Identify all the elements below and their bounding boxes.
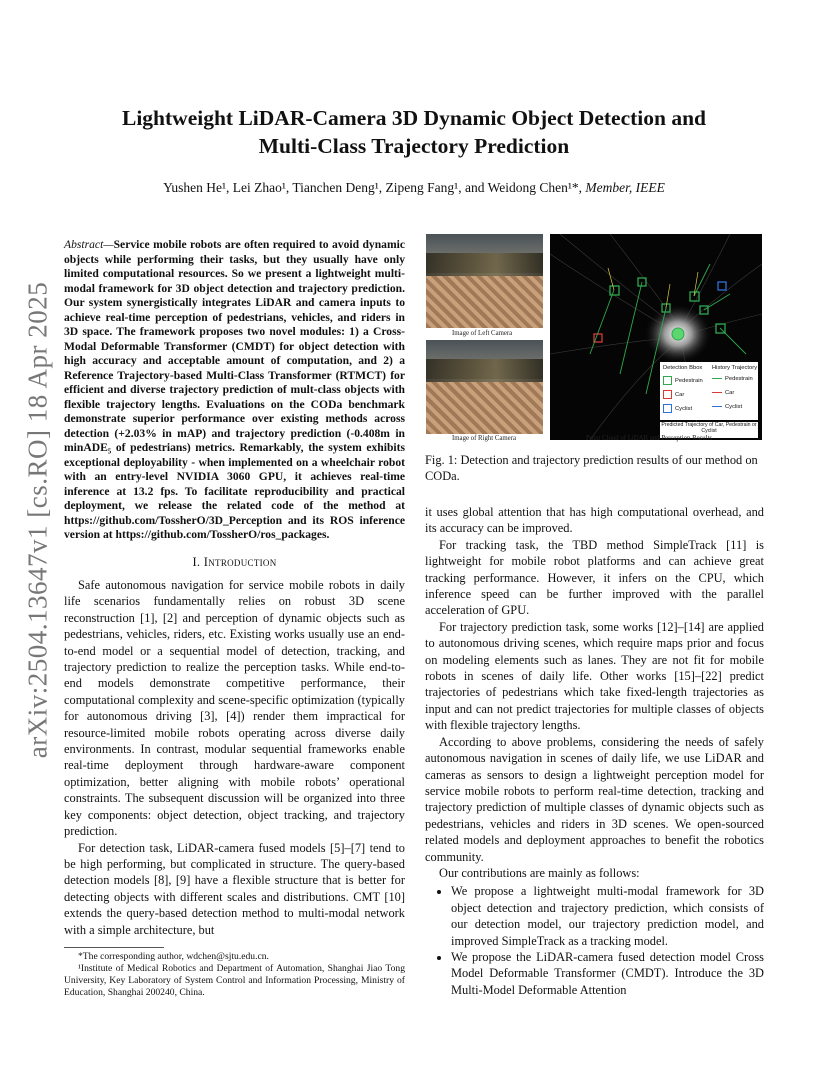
paragraph: it uses global attention that has high computational overhead, and its accuracy can be improved. (425, 505, 764, 536)
arxiv-identifier: arXiv:2504.13647v1 [cs.RO] 18 Apr 2025 (22, 281, 53, 759)
paragraph: Safe autonomous navigation for service mobile robots in daily life scenarios fundamentally relies on robust 3D scene reconstruction [1], [2] and perception of dynamic objects such as pedestrians, vehicles, riders, etc. Existing works usually use an end-to-end model or a sequential model of detection, tracking, and trajectory prediction to realize the perception tasks. While end-to-end models demonstrate competitive performance, their computational complexity and scene-specific optimization (typically for autonomous driving [3], [4]) render them impractical for resource-limited mobile robots operating across diverse daily environments. In contrast, modular sequential frameworks enable real-time deployment through hardware-aware component optimization, better aligning with mobile robots’ operational constraints. The subsequent discussion will be organized into three key components: object detection, object tracking, and trajectory prediction. (64, 578, 405, 839)
robot-position-marker (672, 328, 684, 340)
point-cloud-caption: Point Cloud of LiDAR and Perception Results (586, 435, 713, 442)
list-item: • We propose a lightweight multi-modal framework for 3D object detection and trajectory prediction, which consists of our detection model, our trajectory prediction model, and improved SimpleTrack as a tracking model. (451, 883, 764, 949)
right-camera-image (426, 340, 543, 434)
footnotes (64, 951, 405, 999)
paragraph: For tracking task, the TBD method SimpleTrack [11] is lightweight for mobile robot platforms and can achieve great tracking performance. However, it infers on the CPU, which inference speed can be further improved with the parallel acceleration of GPU. (425, 537, 764, 618)
author-list: Yushen He¹, Lei Zhao¹, Tianchen Deng¹, Zipeng Fang¹, and Weidong Chen¹*, Member, IEEE (163, 180, 665, 195)
figure-1-caption: Fig. 1: Detection and trajectory prediction results of our method on CODa. (425, 453, 758, 484)
legend-traj-pedestrian: Pedestrain (712, 376, 753, 382)
figure-legend: Detection Bbox History Trajectory Pedestrain Car Cyclist Pedestrain Car Cyclist (660, 362, 758, 420)
right-camera-caption: Image of Right Camera (452, 435, 516, 442)
footnote-corresponding: *The corresponding author, wdchen@sjtu.edu.cn. (78, 951, 269, 962)
legend-traj-cyclist: Cyclist (712, 404, 742, 410)
paragraph: Our contributions are mainly as follows: (439, 865, 640, 880)
legend-bbox-cyclist: Cyclist (663, 404, 692, 413)
abstract: Abstract—Service mobile robots are often required to avoid dynamic objects while performing their tasks, but they usually have only limited computational resources. So we present a lightweight multi-modal framework for 3D object detection and trajectory prediction. Our system synergistically integrates LiDAR and camera inputs to achieve real-time perception of pedestrians, vehicles, and riders in 3D space. The framework proposes two novel modules: 1) a Cross-Modal Deformable Transformer (CMDT) for object detection with high accuracy and acceptable amount of computation, and 2) a Reference Trajectory-based Multi-Class Transformer (RTMCT) for efficient and diverse trajectory prediction of mult-class objects with flexible trajectory lengths. Evaluations on the CODa benchmark demonstrate superior performance over existing methods across detection (+2.03% in mAP) and trajectory prediction (-0.408m in minADE₅ of pedestrians) metrics. Remarkably, the system exhibits exceptional deployability - when implemented on a wheelchair robot with an entry-level NVIDIA 3060 GPU, it achieves real-time inference at 13.2 fps. To facilitate reproducibility and practical deployment, we release the related code of the method at https://github.com/TossherO/3D_Perception and its ROS inference version at https://github.com/TossherO/ros_packages. (64, 238, 405, 541)
legend-bbox-pedestrian: Pedestrain (663, 376, 703, 385)
figure-1 (426, 234, 762, 446)
paragraph: According to above problems, considering the needs of safely autonomous navigation in scenes of daily life, we use LiDAR and cameras as sensors to design a lightweight perception model for service mobile robots to perform real-time detection, tracking and trajectory prediction of multiple classes of dynamic objects such as pedestrians, vehicles and riders in 3D scenes. We open-sourced related models and deployment approaches to benefit the robotics community. (425, 734, 764, 864)
abstract-label: Abstract— (64, 238, 114, 251)
legend-traj-car: Car (712, 390, 734, 396)
left-camera-caption: Image of Left Camera (452, 330, 513, 337)
list-item: • We propose the LiDAR-camera fused detection model Cross Model Deformable Transformer (CMDT). Introduce the 3D Multi-Model Deformable Attention (451, 949, 764, 998)
footnote-affiliation: ¹Institute of Medical Robotics and Department of Automation, Shanghai Jiao Tong University, Key Laboratory of System Control and Information Processing, Ministry of Education, Shanghai 200240, China. (64, 963, 405, 998)
paragraph: For trajectory prediction task, some works [12]–[14] are applied to autonomous driving scenes, which require maps prior and focus on modeling elements such as lanes. They are not fit for mobile robots in scenes of daily life. Other works [15]–[22] predict trajectories of pedestrians which take fixed-length trajectories as input and can not predict trajectories for multiple classes of objects with flexible trajectory lengths. (425, 619, 764, 733)
introduction-right-column (425, 504, 764, 998)
lidar-point-cloud (550, 234, 762, 440)
introduction-left-column (64, 577, 405, 938)
legend-bbox-car: Car (663, 390, 684, 399)
contributions-list (425, 883, 764, 998)
legend-predicted-trajectory: Predicted Trajectory of Car, Pedestrain or Cyclist (660, 422, 758, 438)
paper-title: Lightweight LiDAR-Camera 3D Dynamic Object Detection and Multi-Class Trajectory Prediction (121, 106, 706, 158)
footnote-divider (64, 947, 164, 948)
paragraph: For detection task, LiDAR-camera fused models [5]–[7] tend to be high performing, but complicated in structure. The query-based detection models [8], [9] have a flexible structure that is better for detecting objects with different scales and distributions. CMT [10] extends the query-based detection method to multi-modal network with a simple architecture, but (64, 840, 405, 937)
section-heading-introduction: I. Introduction (192, 555, 277, 569)
left-camera-image (426, 234, 543, 328)
